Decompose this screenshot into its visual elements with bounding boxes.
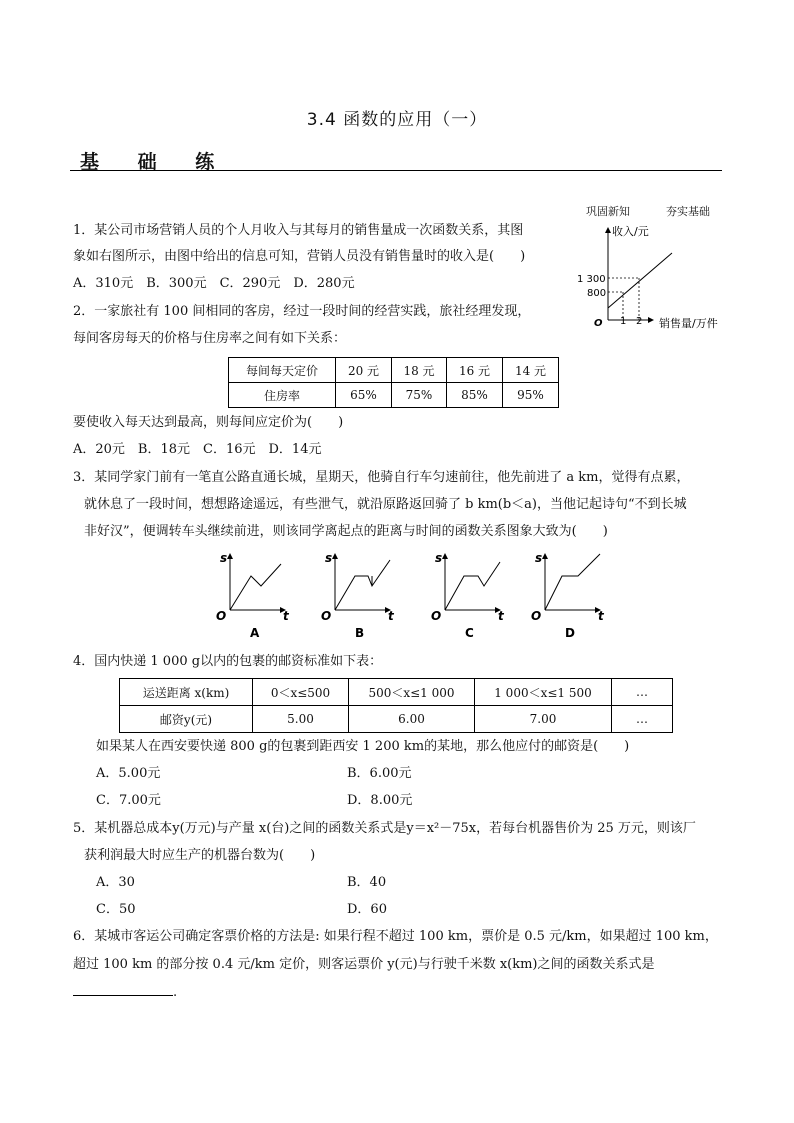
table-row — [229, 358, 559, 383]
graph-x2: 2 — [636, 316, 643, 327]
q2-price-table — [228, 357, 559, 408]
table-cell: 6.00 — [349, 706, 475, 733]
table-cell: 14 元 — [503, 358, 559, 383]
q1-income-graph — [575, 220, 735, 335]
q4-option-c: C．7.00元 — [96, 793, 161, 808]
q2-options: A．20元 B．18元 C．16元 D．14元 — [73, 442, 322, 457]
s-label: s — [535, 551, 543, 565]
q4-option-a: A．5.00元 — [96, 766, 161, 781]
curve-b — [335, 560, 390, 610]
table-cell: 0＜x≤500 — [253, 679, 349, 706]
q2-line2: 每间客房每天的价格与住房率之间有如下关系： — [73, 331, 347, 346]
section-heading: 基 础 练 — [80, 151, 231, 173]
graph-y2: 800 — [587, 288, 607, 299]
q6-line1: 6．某城市客运公司确定客票价格的方法是: 如果行程不超过 100 km，票价是 0.5 元/km，如果超过 100 km， — [73, 929, 718, 944]
option-label: C — [465, 626, 474, 640]
graph-x1: 1 — [620, 316, 627, 327]
table-cell: 1 000＜x≤1 500 — [475, 679, 612, 706]
q4-line2: 如果某人在西安要快递 800 g的包裹到距西安 1 200 km的某地，那么他应付的邮资是( ) — [96, 739, 630, 754]
curve-d — [545, 554, 600, 610]
q5-option-c: C．50 — [96, 902, 136, 917]
q4-postage-table — [119, 678, 673, 733]
graph-a — [216, 551, 290, 640]
table-cell: 20 元 — [336, 358, 392, 383]
graph-c — [431, 551, 505, 640]
q3-line2: 就休息了一段时间，想想路途遥远，有些泄气，就沿原路返回骑了 b km(b＜a)，当他记起诗句“不到长城 — [84, 497, 687, 512]
q3-option-graphs — [205, 548, 615, 643]
option-label: A — [250, 626, 260, 640]
q4-line1: 4．国内快递 1 000 g以内的包裹的邮资标准如下表： — [73, 654, 383, 669]
page-title: 3.4 函数的应用（一） — [306, 110, 488, 130]
answer-blank — [73, 983, 173, 996]
q1-line1: 1．某公司市场营销人员的个人月收入与其每月的销售量成一次函数关系，其图 — [73, 223, 524, 238]
graph-xlabel: 销售量/万件 — [659, 317, 718, 330]
graph-y1: 1 300 — [577, 274, 606, 285]
tag-right: 夯实基础 — [666, 205, 710, 218]
q5-line2: 获利润最大时应生产的机器台数为( ) — [84, 848, 316, 863]
table-cell: … — [612, 679, 673, 706]
graph-d — [531, 551, 605, 640]
option-label: B — [355, 626, 365, 640]
table-cell: 住房率 — [229, 383, 336, 408]
table-row — [120, 706, 673, 733]
table-cell: 18 元 — [392, 358, 447, 383]
graph-origin: O — [594, 318, 603, 329]
table-cell: 85% — [447, 383, 503, 408]
table-cell: 运送距离 x(km) — [120, 679, 253, 706]
q3-line1: 3．某同学家门前有一笔直公路直通长城，星期天，他骑自行车匀速前往，他先前进了 a km，觉得有点累， — [73, 470, 690, 485]
graph-ylabel: 收入/元 — [612, 225, 649, 238]
table-cell: 500＜x≤1 000 — [349, 679, 475, 706]
t-label: t — [388, 609, 394, 623]
q1-line2: 象如右图所示，由图中给出的信息可知，营销人员没有销售量时的收入是( ) — [73, 249, 526, 264]
q2-line3: 要使收入每天达到最高，则每间应定价为( ) — [73, 415, 344, 430]
table-cell: 7.00 — [475, 706, 612, 733]
origin-label: O — [321, 609, 332, 623]
q5-option-b: B．40 — [347, 875, 387, 890]
table-cell: 每间每天定价 — [229, 358, 336, 383]
q1-options: A．310元 B．300元 C．290元 D．280元 — [73, 276, 355, 291]
q5-line1: 5．某机器总成本y(万元)与产量 x(台)之间的函数关系式是y＝x²－75x，若每台机器售价为 25 万元，则该厂 — [73, 821, 696, 836]
tag-left: 巩固新知 — [586, 205, 630, 218]
s-label: s — [220, 551, 228, 565]
s-label: s — [325, 551, 333, 565]
graph-b — [321, 551, 395, 640]
s-label: s — [435, 551, 443, 565]
q4-option-d: D．8.00元 — [347, 793, 413, 808]
q6-answer-line — [73, 983, 177, 1002]
table-cell: 16 元 — [447, 358, 503, 383]
q3-line3: 非好汉”，便调转车头继续前进，则该同学离起点的距离与时间的函数关系图象大致为( ) — [84, 524, 608, 539]
origin-label: O — [531, 609, 542, 623]
q5-option-a: A．30 — [96, 875, 135, 890]
table-cell: … — [612, 706, 673, 733]
q6-line2: 超过 100 km 的部分按 0.4 元/km 定价，则客运票价 y(元)与行驶千米数 x(km)之间的函数关系式是 — [73, 957, 655, 972]
curve-a — [230, 564, 281, 610]
t-label: t — [598, 609, 604, 623]
table-cell: 65% — [336, 383, 392, 408]
option-label: D — [565, 626, 575, 640]
table-row — [120, 679, 673, 706]
table-cell: 75% — [392, 383, 447, 408]
q4-option-b: B．6.00元 — [347, 766, 412, 781]
t-label: t — [283, 609, 289, 623]
table-cell: 邮资y(元) — [120, 706, 253, 733]
table-row — [229, 383, 559, 408]
origin-label: O — [431, 609, 442, 623]
income-line — [608, 253, 672, 308]
q5-option-d: D．60 — [347, 902, 387, 917]
t-label: t — [498, 609, 504, 623]
origin-label: O — [216, 609, 227, 623]
section-rule — [70, 170, 722, 171]
table-cell: 95% — [503, 383, 559, 408]
table-cell: 5.00 — [253, 706, 349, 733]
q2-line1: 2．一家旅社有 100 间相同的客房，经过一段时间的经营实践，旅社经理发现， — [73, 304, 531, 319]
q6-end: . — [173, 985, 178, 1000]
curve-c — [445, 562, 500, 610]
